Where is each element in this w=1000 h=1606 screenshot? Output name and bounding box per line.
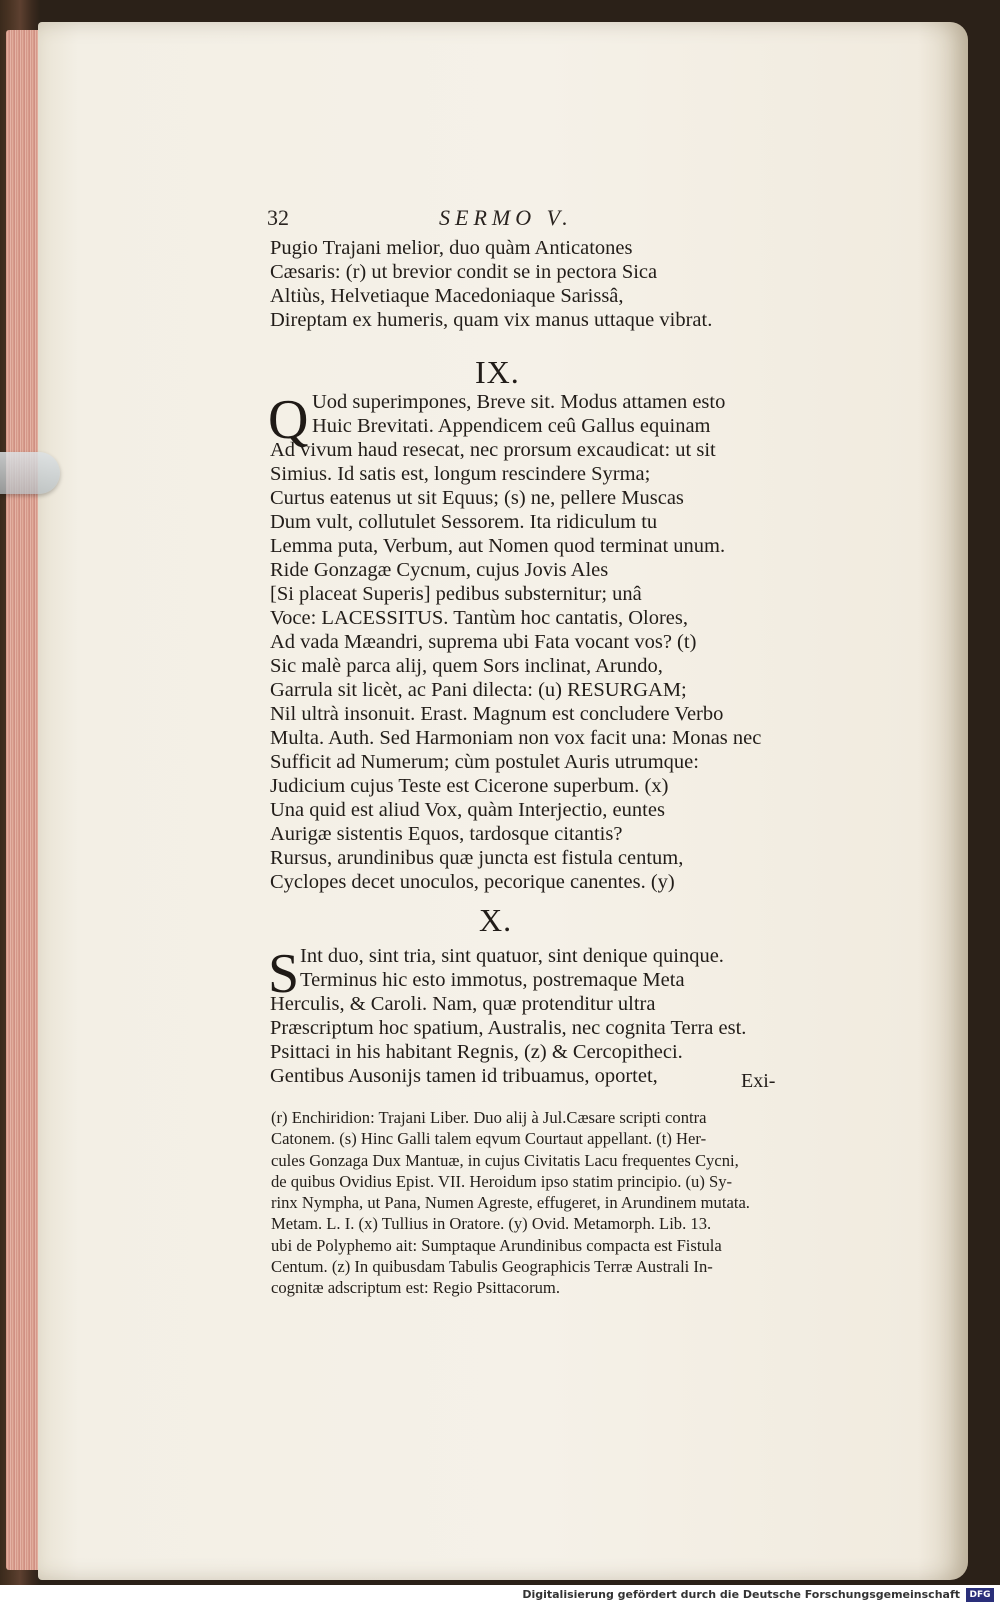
footnote-line: Centum. (z) In quibusdam Tabulis Geographicis Terræ Australi In-	[271, 1257, 713, 1277]
verse-line: Curtus eatenus ut sit Equus; (s) ne, pellere Muscas	[270, 487, 684, 509]
footnote-line: cognitæ adscriptum est: Regio Psittacorum.	[271, 1278, 560, 1298]
verse-line: Aurigæ sistentis Equos, tardosque citantis?	[270, 823, 623, 845]
verse-line: Ride Gonzagæ Cycnum, cujus Jovis Ales	[270, 559, 609, 581]
verse-line: Terminus hic esto immotus, postremaque Meta	[300, 969, 685, 991]
catchword: Exi-	[741, 1070, 776, 1092]
verse-line: Gentibus Ausonijs tamen id tribuamus, oportet,	[270, 1065, 658, 1087]
verse-line: Rursus, arundinibus quæ juncta est fistula centum,	[270, 847, 684, 869]
book-page-edges	[6, 30, 40, 1570]
verse-line: Nil ultrà insonuit. Erast. Magnum est concludere Verbo	[270, 703, 724, 725]
section-numeral-ix: IX.	[475, 354, 520, 390]
page-clip	[0, 452, 60, 494]
verse-line: Sic malè parca alij, quem Sors inclinat, Arundo,	[270, 655, 663, 677]
verse-line: Cyclopes decet unoculos, pecorique canentes. (y)	[270, 871, 675, 893]
footnotes	[271, 1107, 781, 1299]
footnote-line: rinx Nympha, ut Pana, Numen Agreste, effugeret, in Arundinem mutata.	[271, 1193, 750, 1213]
verse-line: Direptam ex humeris, quam vix manus uttaque vibrat.	[270, 309, 713, 331]
page-header	[267, 205, 747, 235]
verse-line: Una quid est aliud Vox, quàm Interjectio, euntes	[270, 799, 665, 821]
verse-line: Simius. Id satis est, longum rescindere Syrma;	[270, 463, 651, 485]
verse-line: Altiùs, Helvetiaque Macedoniaque Sarissâ,	[270, 285, 624, 307]
footnote-line: (r) Enchiridion: Trajani Liber. Duo alij à Jul.Cæsare scripti contra	[271, 1108, 707, 1127]
verse-line: Multa. Auth. Sed Harmoniam non vox facit una: Monas nec	[270, 727, 762, 749]
running-head: SERMO V.	[439, 205, 573, 230]
dfg-logo-icon: DFG	[966, 1588, 994, 1602]
funding-credit: Digitalisierung gefördert durch die Deutsche Forschungsgemeinschaft	[522, 1588, 960, 1601]
dropcap-q: Q	[268, 389, 309, 451]
show-through-text	[778, 212, 1000, 572]
footnote-line: ubi de Polyphemo ait: Sumptaque Arundinibus compacta est Fistula	[271, 1235, 722, 1255]
verse-line: Cæsaris: (r) ut brevior condit se in pectora Sica	[270, 261, 658, 283]
verse-line: Psittaci in his habitant Regnis, (z) & Cercopitheci.	[270, 1041, 683, 1063]
verse-line: Int duo, sint tria, sint quatuor, sint denique quinque.	[300, 945, 724, 967]
footnote-line: cules Gonzaga Dux Mantuæ, in cujus Civitatis Lacu frequentes Cycni,	[271, 1150, 739, 1170]
verse-line: Præscriptum hoc spatium, Australis, nec cognita Terra est.	[270, 1017, 747, 1039]
section-numeral-x: X.	[479, 902, 513, 938]
verse-line: Uod superimpones, Breve sit. Modus attamen esto	[312, 391, 726, 413]
verse-line: Ad vivum haud resecat, nec prorsum excaudicat: ut sit	[270, 439, 716, 461]
dropcap-s: S	[268, 943, 300, 1005]
verse-line: Huic Brevitati. Appendicem ceû Gallus equinam	[312, 415, 711, 437]
verse-line: Ad vada Mæandri, suprema ubi Fata vocant vos? (t)	[270, 631, 697, 653]
verse-line: Sufficit ad Numerum; cùm postulet Auris utrumque:	[270, 751, 699, 773]
verse-line: [Si placeat Superis] pedibus substernitur; unâ	[270, 583, 642, 605]
verse-line: Dum vult, collutulet Sessorem. Ita ridiculum tu	[270, 511, 658, 533]
verse-line: Garrula sit licèt, ac Pani dilecta: (u) RESURGAM;	[270, 679, 687, 701]
verse-line: Herculis, & Caroli. Nam, quæ protenditur ultra	[270, 993, 656, 1015]
footnote-line: Catonem. (s) Hinc Galli talem eqvum Courtaut appellant. (t) Her-	[271, 1129, 707, 1149]
footnote-line: de quibus Ovidius Epist. VII. Heroidum ipso statim principio. (u) Sy-	[271, 1171, 733, 1191]
verse-line: Pugio Trajani melior, duo quàm Anticatones	[270, 237, 633, 259]
digitization-footer	[0, 1585, 1000, 1606]
footnote-line: Metam. L. I. (x) Tullius in Oratore. (y) Ovid. Metamorph. Lib. 13.	[271, 1214, 712, 1234]
verse-line: Judicium cujus Teste est Cicerone superbum. (x)	[270, 775, 669, 797]
page-number: 32	[267, 205, 289, 230]
verse-line: Lemma puta, Verbum, aut Nomen quod terminat unum.	[270, 535, 726, 557]
verse-line: Voce: LACESSITUS. Tantùm hoc cantatis, Olores,	[270, 607, 689, 629]
